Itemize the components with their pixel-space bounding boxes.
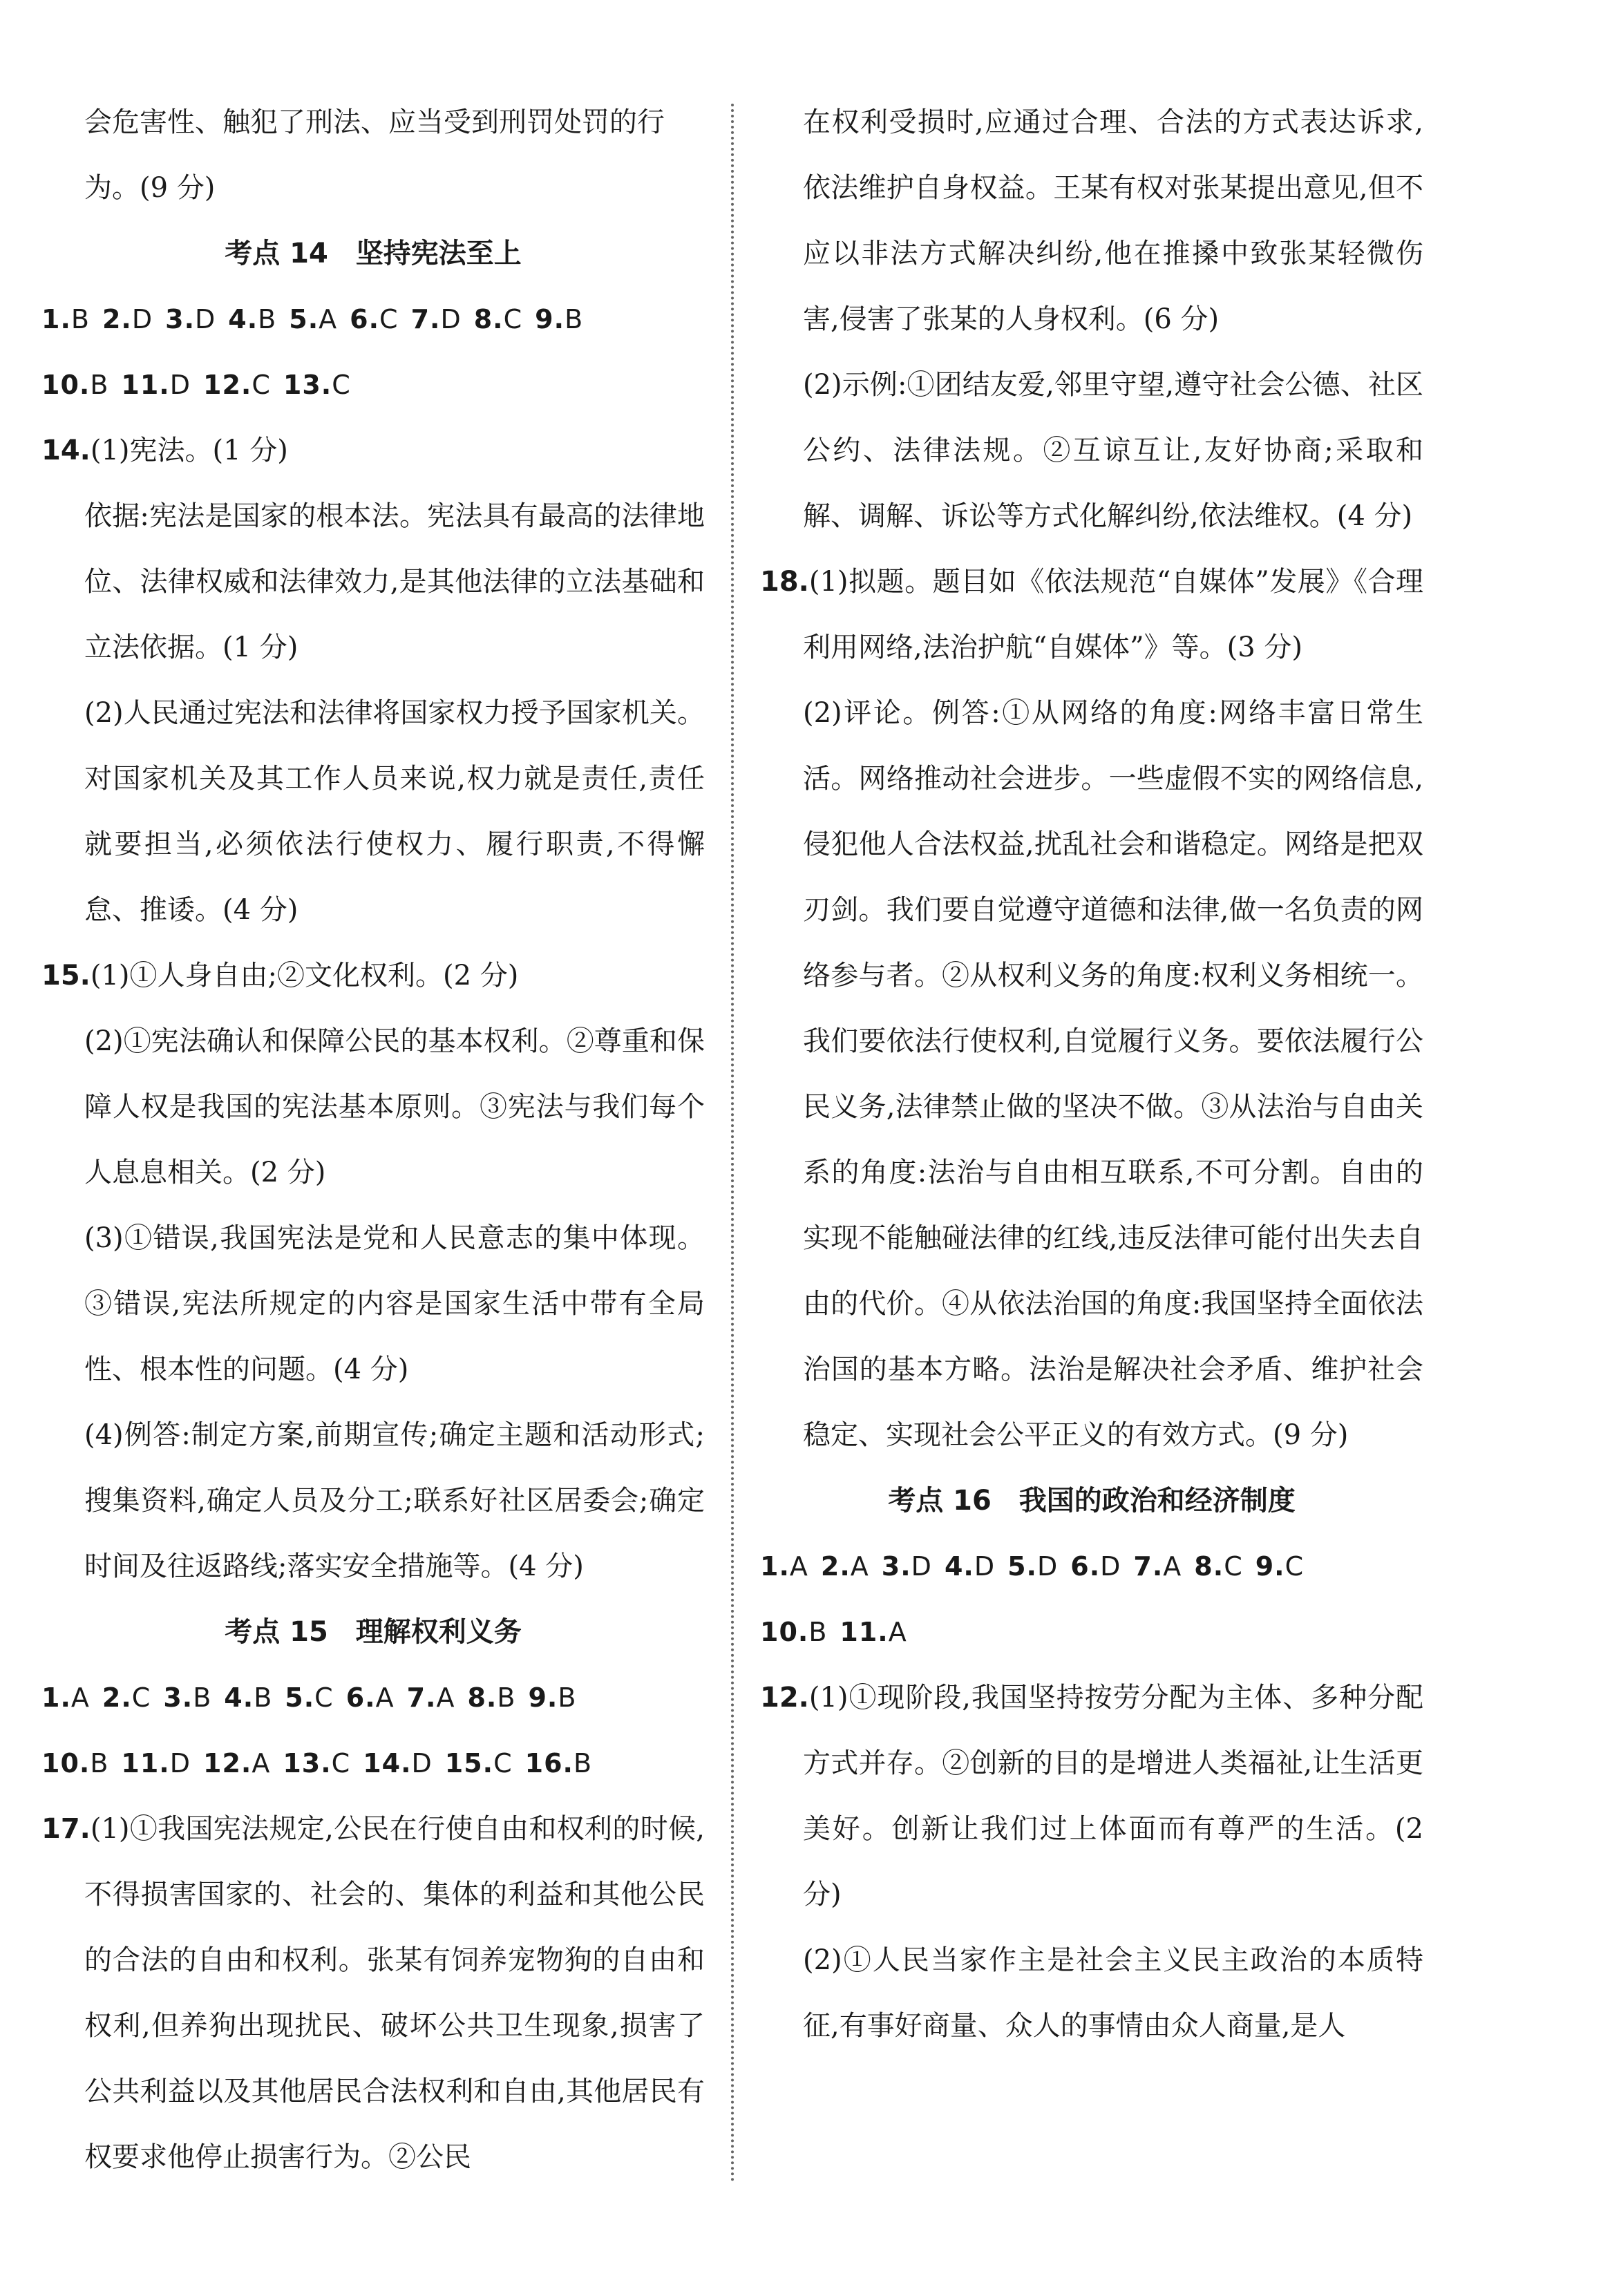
answer-item: [945, 1551, 995, 1582]
answer-choice: D: [169, 1748, 191, 1778]
intro-line-1: 会危害性、触犯了刑法、应当受到刑罚处罚的行: [84, 106, 665, 138]
answer-number: 4.: [944, 1551, 974, 1582]
question-text: (1)拟题。题目如《依法规范“自媒体”发展》《合理利用网络,法治护航“自媒体”》等。(3 分): [803, 566, 1423, 663]
answers-16-row2: [760, 1600, 1423, 1665]
left-column: [41, 90, 705, 2190]
question-text: (1)①人身自由;②文化权利。(2 分): [90, 960, 519, 992]
answer-choice: A: [70, 1682, 90, 1713]
answer-item: [41, 1748, 108, 1778]
answer-item: [41, 1682, 90, 1713]
answer-choice: B: [558, 1682, 577, 1713]
answer-number: 4.: [228, 304, 258, 334]
answer-item: [203, 1748, 270, 1778]
answer-choice: A: [319, 304, 338, 334]
answer-number: 11.: [121, 370, 170, 400]
answer-item: [289, 304, 337, 334]
answer-number: 5.: [285, 1682, 315, 1713]
answer-number: 7.: [410, 304, 441, 334]
answer-number: 3.: [165, 304, 196, 334]
answer-item: [203, 370, 271, 400]
answer-number: 11.: [121, 1748, 170, 1778]
question-17-continued: 在权利受损时,应通过合理、合法的方式表达诉求,依法维护自身权益。王某有权对张某提出意见,但不应以非法方式解决纠纷,他在推搡中致张某轻微伤害,侵害了张某的人身权利。(6 分): [803, 106, 1423, 335]
answer-number: 13.: [283, 1748, 332, 1778]
answer-number: 2.: [102, 304, 132, 334]
answer-number: 6.: [345, 1682, 376, 1713]
answer-item: [41, 304, 90, 334]
answer-item: [467, 1682, 515, 1713]
answer-item: [445, 1748, 513, 1778]
answer-item: [350, 304, 398, 334]
answer-choice: B: [70, 304, 90, 334]
answer-number: 8.: [467, 1682, 497, 1713]
answer-choice: B: [254, 1682, 273, 1713]
answer-item: [102, 304, 153, 334]
answer-number: 7.: [1133, 1551, 1164, 1582]
answer-choice: A: [436, 1682, 455, 1713]
question-17-para-2: (2)示例:①团结友爱,邻里守望,遵守社会公德、社区公约、法律法规。②互谅互让,友好协商;采取和解、调解、诉讼等方式化解纠纷,依法维权。(4 分): [803, 369, 1423, 532]
answer-item: [1133, 1551, 1182, 1582]
answer-item: [535, 304, 583, 334]
answers-15-row1: [41, 1665, 705, 1731]
answer-choice: C: [252, 370, 271, 400]
answer-number: 8.: [473, 304, 504, 334]
section-title-15: 考点 15 理解权利义务: [225, 1616, 522, 1648]
answer-item: [1255, 1551, 1304, 1582]
answer-choice: D: [411, 1748, 433, 1778]
answer-item: [121, 1748, 191, 1778]
answer-number: 6.: [350, 304, 380, 334]
section-title-14: 考点 14 坚持宪法至上: [225, 238, 522, 269]
question-number: 17.: [41, 1813, 91, 1845]
question-text: (1)①现阶段,我国坚持按劳分配为主体、多种分配方式并存。②创新的目的是增进人类福祉,让生活更美好。创新让我们过上体面而有尊严的生活。(2 分): [803, 1682, 1423, 1910]
answer-number: 1.: [760, 1551, 790, 1582]
column-divider: [731, 104, 734, 2183]
question-15: [41, 943, 705, 1009]
answer-item: [528, 1682, 576, 1713]
answer-choice: B: [90, 370, 109, 400]
answer-choice: D: [169, 370, 191, 400]
answer-choice: B: [565, 304, 584, 334]
answer-choice: C: [1285, 1551, 1305, 1582]
answer-item: [165, 304, 216, 334]
answer-number: 9.: [1255, 1551, 1285, 1582]
question-12: [760, 1665, 1423, 1928]
answers-16-row1: [760, 1534, 1423, 1600]
answer-number: 11.: [840, 1617, 889, 1647]
answer-item: [346, 1682, 395, 1713]
answer-item: [1070, 1551, 1121, 1582]
answer-choice: B: [258, 304, 277, 334]
answer-choice: D: [131, 304, 153, 334]
intro-line-2: 为。(9 分): [84, 172, 216, 204]
answer-item: [882, 1551, 932, 1582]
answer-item: [224, 1682, 272, 1713]
answer-item: [163, 1682, 211, 1713]
answer-choice: A: [375, 1682, 395, 1713]
answer-item: [407, 1682, 455, 1713]
answer-choice: A: [252, 1748, 271, 1778]
answer-item: [1194, 1551, 1242, 1582]
answer-item: [840, 1617, 907, 1647]
question-text: (1)宪法。(1 分): [90, 435, 288, 466]
answer-item: [41, 370, 108, 400]
answer-choice: B: [573, 1748, 593, 1778]
answer-choice: D: [974, 1551, 996, 1582]
answer-item: [102, 1682, 151, 1713]
answer-item: [411, 304, 462, 334]
answer-number: 3.: [881, 1551, 911, 1582]
answer-choice: B: [90, 1748, 109, 1778]
answer-number: 4.: [224, 1682, 254, 1713]
answer-choice: D: [1100, 1551, 1121, 1582]
question-number: 14.: [41, 435, 91, 466]
answer-item: [283, 1748, 350, 1778]
question-text: (1)①我国宪法规定,公民在行使自由和权利的时候,不得损害国家的、社会的、集体的利益和其他公民的合法的自由和权利。张某有饲养宠物狗的自由和权利,但养狗出现扰民、破坏公共卫生现象,损害了公共利益以及其他居民合法权利和自由,其他居民有权要求他停止损害行为。②公民: [84, 1813, 705, 2173]
answer-number: 1.: [41, 304, 71, 334]
answer-choice: A: [850, 1551, 869, 1582]
answer-item: [1007, 1551, 1058, 1582]
answer-number: 10.: [41, 1748, 91, 1778]
answer-item: [228, 304, 276, 334]
answer-choice: C: [332, 370, 351, 400]
answer-choice: B: [808, 1617, 828, 1647]
answer-number: 5.: [1007, 1551, 1037, 1582]
answer-choice: C: [503, 304, 523, 334]
answer-choice: B: [193, 1682, 212, 1713]
answer-item: [283, 370, 351, 400]
answer-item: [474, 304, 522, 334]
answer-number: 2.: [820, 1551, 851, 1582]
question-18-para-1: (2)评论。例答:①从网络的角度:网络丰富日常生活。网络推动社会进步。一些虚假不实的网络信息,侵犯他人合法权益,扰乱社会和谐稳定。网络是把双刃剑。我们要自觉遵守道德和法律,做一名负责的网络参与者。②从权利义务的角度:权利义务相统一。我们要依法行使权利,自觉履行义务。要依法履行公民义务,法律禁止做的坚决不做。③从法治与自由关系的角度:法治与自由相互联系,不可分割。自由的实现不能触碰法律的红线,违反法律可能付出失去自由的代价。④从依法治国的角度:我国坚持全面依法治国的基本方略。法治是解决社会矛盾、维护社会稳定、实现社会公平正义的有效方式。(9 分): [803, 697, 1423, 1451]
answers-14-row2: [41, 352, 705, 418]
answer-number: 2.: [102, 1682, 132, 1713]
question-number: 12.: [760, 1682, 809, 1714]
answer-choice: C: [314, 1682, 334, 1713]
question-15-para-3: (4)例答:制定方案,前期宣传;确定主题和活动形式;搜集资料,确定人员及分工;联系好社区居委会;确定时间及往返路线;落实安全措施等。(4 分): [84, 1419, 705, 1582]
answer-number: 10.: [760, 1617, 809, 1647]
answer-number: 15.: [444, 1748, 494, 1778]
question-number: 15.: [41, 960, 91, 992]
answer-item: [525, 1748, 592, 1778]
answer-choice: C: [1224, 1551, 1243, 1582]
answer-choice: D: [440, 304, 462, 334]
answer-number: 8.: [1194, 1551, 1224, 1582]
answer-number: 9.: [535, 304, 565, 334]
answer-number: 10.: [41, 370, 91, 400]
answer-choice: A: [888, 1617, 907, 1647]
answer-number: 9.: [528, 1682, 558, 1713]
answer-number: 1.: [41, 1682, 71, 1713]
answer-choice: C: [493, 1748, 513, 1778]
answer-item: [285, 1682, 333, 1713]
question-14-para-2: (2)人民通过宪法和法律将国家权力授予国家机关。对国家机关及其工作人员来说,权力就是责任,责任就要担当,必须依法行使权力、履行职责,不得懈怠、推诿。(4 分): [84, 697, 705, 926]
answer-choice: A: [789, 1551, 808, 1582]
answer-number: 13.: [283, 370, 332, 400]
question-18: [760, 549, 1423, 681]
answer-choice: C: [379, 304, 399, 334]
section-title-16: 考点 16 我国的政治和经济制度: [888, 1485, 1296, 1517]
answer-number: 16.: [524, 1748, 573, 1778]
answer-choice: B: [497, 1682, 516, 1713]
answer-item: [363, 1748, 433, 1778]
answer-number: 6.: [1070, 1551, 1101, 1582]
answer-number: 14.: [363, 1748, 412, 1778]
answer-number: 3.: [163, 1682, 193, 1713]
answers-15-row2: [41, 1731, 705, 1796]
answer-number: 5.: [289, 304, 319, 334]
answers-14-row1: [41, 287, 705, 352]
answer-choice: C: [131, 1682, 151, 1713]
answer-number: 12.: [203, 1748, 252, 1778]
question-14-para-1: 依据:宪法是国家的根本法。宪法具有最高的法律地位、法律权威和法律效力,是其他法律的立法基础和立法依据。(1 分): [84, 500, 705, 663]
question-15-para-1: (2)①宪法确认和保障公民的基本权利。②尊重和保障人权是我国的宪法基本原则。③宪法与我们每个人息息相关。(2 分): [84, 1025, 705, 1188]
question-17: [41, 1796, 705, 2190]
question-15-para-2: (3)①错误,我国宪法是党和人民意志的集中体现。③错误,宪法所规定的内容是国家生活中带有全局性、根本性的问题。(4 分): [84, 1222, 705, 1385]
answer-item: [760, 1551, 808, 1582]
question-14: [41, 418, 705, 484]
question-number: 18.: [760, 566, 809, 598]
right-column: [760, 90, 1423, 2059]
answer-item: [760, 1617, 827, 1647]
answer-number: 12.: [203, 370, 252, 400]
answer-item: [821, 1551, 869, 1582]
answer-choice: C: [331, 1748, 351, 1778]
answer-choice: D: [1036, 1551, 1059, 1582]
answer-item: [121, 370, 191, 400]
answer-choice: D: [195, 304, 216, 334]
answer-number: 7.: [406, 1682, 437, 1713]
answer-choice: D: [911, 1551, 932, 1582]
question-12-para-1: (2)①人民当家作主是社会主义民主政治的本质特征,有事好商量、众人的事情由众人商量,是人: [803, 1944, 1423, 2042]
answer-choice: A: [1163, 1551, 1182, 1582]
